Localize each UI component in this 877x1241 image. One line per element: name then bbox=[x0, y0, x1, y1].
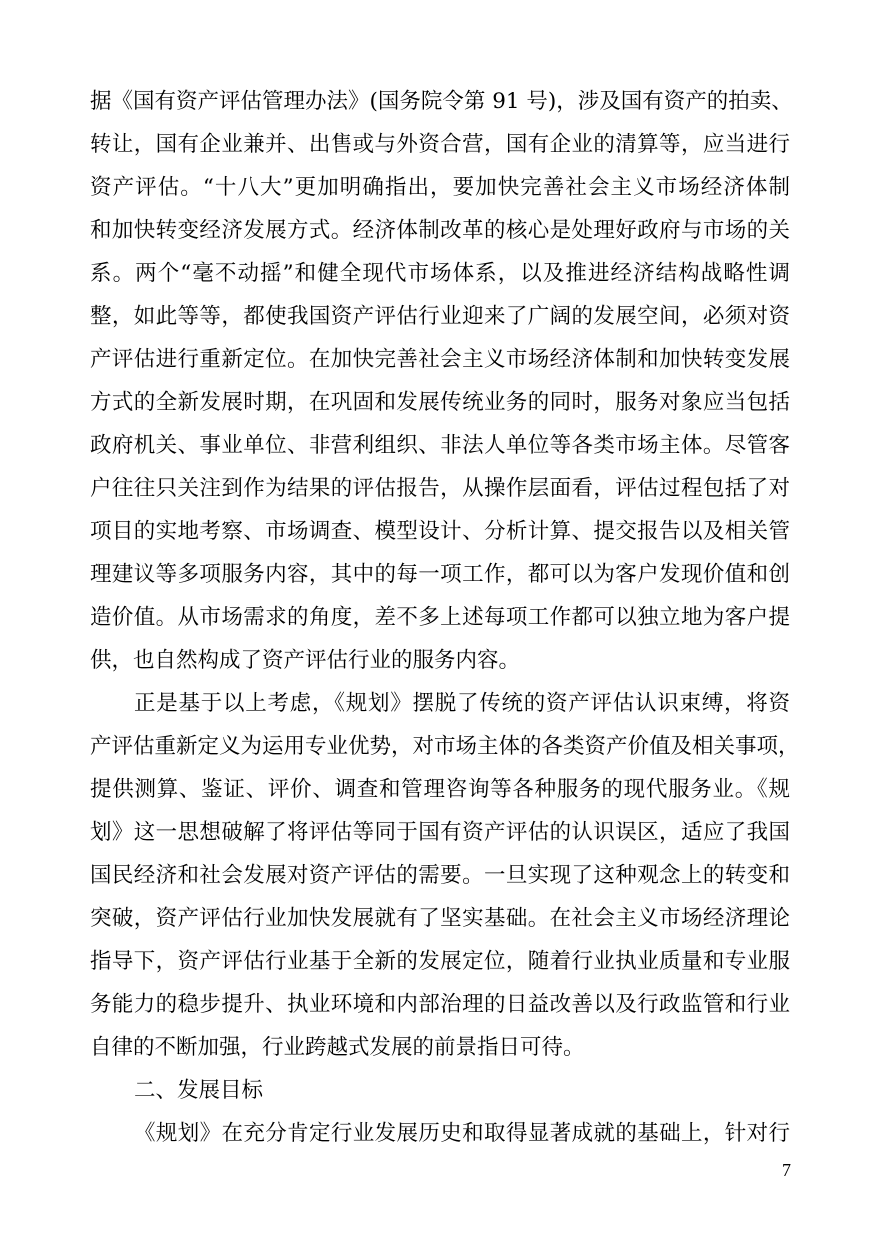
text-line: 系。两个“毫不动摇”和健全现代市场体系，以及推进经济结构战略性调 bbox=[90, 261, 790, 286]
text-line: 产评估重新定义为运用专业优势，对市场主体的各类资产价值及相关事项， bbox=[90, 734, 800, 759]
section-heading: 二、发展目标 bbox=[134, 1078, 264, 1103]
page-number: 7 bbox=[782, 1160, 791, 1180]
text-line: 务能力的稳步提升、执业环境和内部治理的日益改善以及行政监管和行业 bbox=[90, 992, 790, 1017]
text-line: 突破，资产评估行业加快发展就有了坚实基础。在社会主义市场经济理论 bbox=[90, 906, 790, 931]
text-line: 整，如此等等，都使我国资产评估行业迎来了广阔的发展空间，必须对资 bbox=[90, 304, 790, 329]
text-line: 供，也自然构成了资产评估行业的服务内容。 bbox=[90, 648, 521, 673]
text-line: 产评估进行重新定位。在加快完善社会主义市场经济体制和加快转变发展 bbox=[90, 347, 790, 372]
text-line: 提供测算、鉴证、评价、调查和管理咨询等各种服务的现代服务业。《规 bbox=[90, 777, 790, 802]
text-line: 据《国有资产评估管理办法》(国务院令第 91 号)，涉及国有资产的拍卖、 bbox=[90, 89, 793, 114]
text-line: 户往往只关注到作为结果的评估报告，从操作层面看，评估过程包括了对 bbox=[90, 476, 790, 501]
text-line: 《规划》在充分肯定行业发展历史和取得显著成就的基础上，针对行 bbox=[134, 1121, 790, 1146]
text-line: 转让，国有企业兼并、出售或与外资合营，国有企业的清算等，应当进行 bbox=[90, 132, 790, 157]
text-line: 政府机关、事业单位、非营利组织、非法人单位等各类市场主体。尽管客 bbox=[90, 433, 790, 458]
text-line: 划》这一思想破解了将评估等同于国有资产评估的认识误区，适应了我国 bbox=[90, 820, 790, 845]
text-line: 正是基于以上考虑，《规划》摆脱了传统的资产评估认识束缚，将资 bbox=[134, 691, 790, 716]
text-line: 资产评估。“十八大”更加明确指出，要加快完善社会主义市场经济体制 bbox=[90, 175, 790, 200]
text-line: 造价值。从市场需求的角度，差不多上述每项工作都可以独立地为客户提 bbox=[90, 605, 790, 630]
text-line: 指导下，资产评估行业基于全新的发展定位，随着行业执业质量和专业服 bbox=[90, 949, 790, 974]
text-line: 自律的不断加强，行业跨越式发展的前景指日可待。 bbox=[90, 1035, 585, 1060]
text-line: 方式的全新发展时期，在巩固和发展传统业务的同时，服务对象应当包括 bbox=[90, 390, 790, 415]
text-line: 理建议等多项服务内容，其中的每一项工作，都可以为客户发现价值和创 bbox=[90, 562, 790, 587]
text-line: 国民经济和社会发展对资产评估的需要。一旦实现了这种观念上的转变和 bbox=[90, 863, 790, 888]
text-line: 项目的实地考察、市场调查、模型设计、分析计算、提交报告以及相关管 bbox=[90, 519, 790, 544]
text-line: 和加快转变经济发展方式。经济体制改革的核心是处理好政府与市场的关 bbox=[90, 218, 790, 243]
